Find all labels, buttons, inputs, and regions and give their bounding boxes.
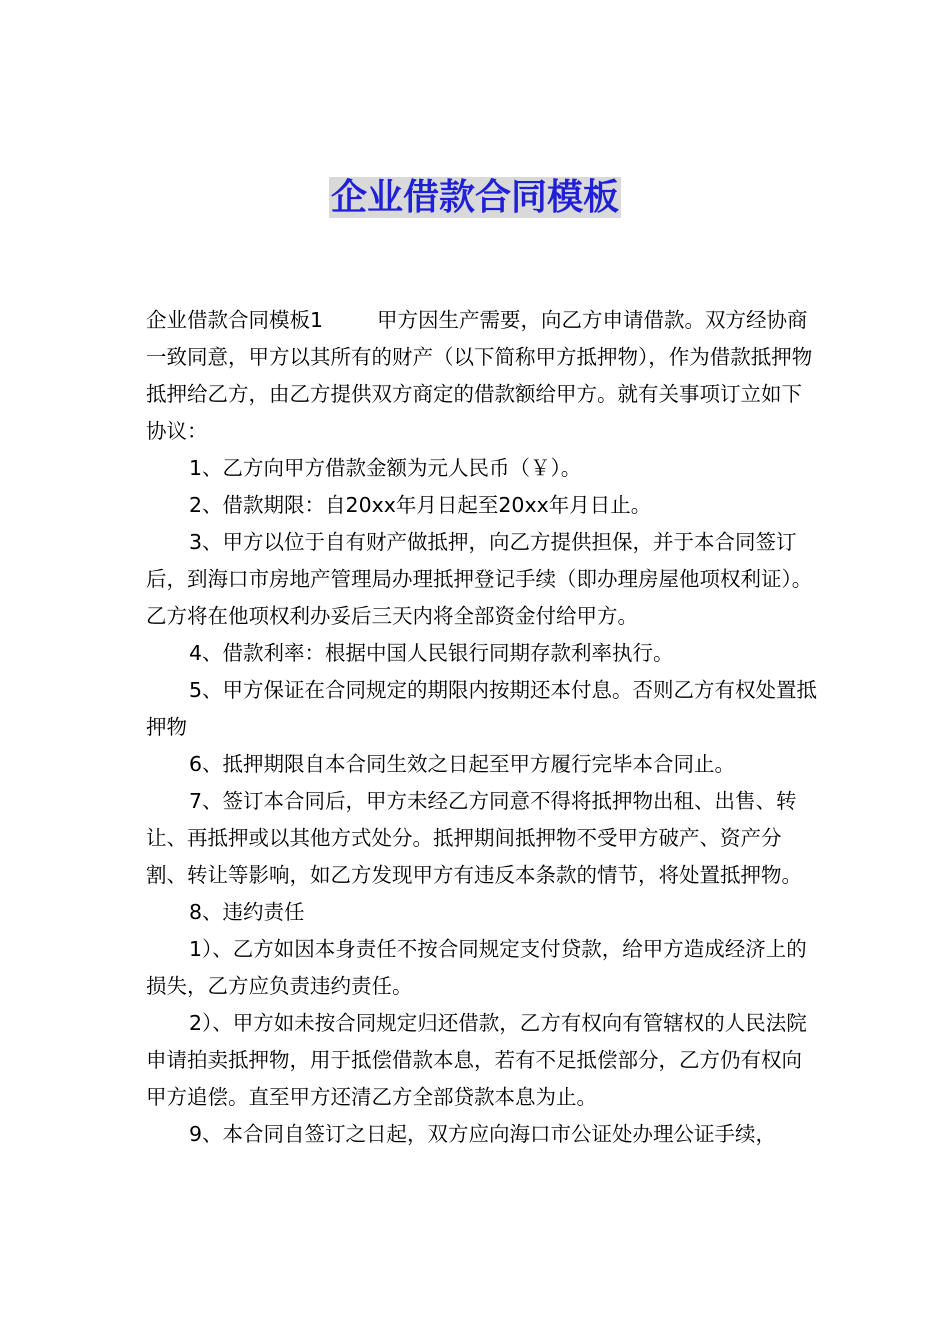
document-body bbox=[146, 302, 822, 1153]
lead-label: 企业借款合同模板1 bbox=[146, 308, 324, 332]
clause-2: 2、借款期限：自20xx年月日起至20xx年月日止。 bbox=[189, 493, 652, 517]
lead-paragraph bbox=[146, 302, 822, 450]
clause-4: 4、借款利率：根据中国人民银行同期存款利率执行。 bbox=[189, 641, 674, 665]
document-title-text: 企业借款合同模板 bbox=[330, 177, 619, 218]
clause-1: 1、乙方向甲方借款金额为元人民币（￥）。 bbox=[189, 456, 582, 480]
lead-text: 甲方因生产需要，向乙方申请借款。双方经协商一致同意，甲方以其所有的财产（以下简称甲方抵押物），作为借款抵押物抵押给乙方，由乙方提供双方商定的借款额给甲方。就有关事项订立如下协议： bbox=[146, 308, 813, 443]
clause-8: 8、违约责任 bbox=[189, 900, 305, 924]
clause-9: 9、本合同自签订之日起，双方应向海口市公证处办理公证手续， bbox=[189, 1122, 777, 1146]
clause-7: 7、签订本合同后，甲方未经乙方同意不得将抵押物出租、出售、转让、再抵押或以其他方式处分。抵押期间抵押物不受甲方破产、资产分割、转让等影响，如乙方发现甲方有违反本条款的情节，将处置抵押物。 bbox=[146, 789, 802, 887]
clause-3: 3、甲方以位于自有财产做抵押，向乙方提供担保，并于本合同签订后，到海口市房地产管理局办理抵押登记手续（即办理房屋他项权利证）。乙方将在他项权利办妥后三天内将全部资金付给甲方。 bbox=[146, 530, 813, 628]
clause-6: 6、抵押期限自本合同生效之日起至甲方履行完毕本合同止。 bbox=[189, 752, 736, 776]
clause-5: 5、甲方保证在合同规定的期限内按期还本付息。否则乙方有权处置抵押物 bbox=[146, 678, 818, 739]
document-title bbox=[0, 172, 950, 224]
clause-8-2: 2）、甲方如未按合同规定归还借款，乙方有权向有管辖权的人民法院申请拍卖抵押物，用于抵偿借款本息，若有不足抵偿部分，乙方仍有权向甲方追偿。直至甲方还清乙方全部贷款本息为止。 bbox=[146, 1011, 807, 1109]
clause-8-1: 1）、乙方如因本身责任不按合同规定支付贷款，给甲方造成经济上的损失，乙方应负责违约责任。 bbox=[146, 937, 807, 998]
